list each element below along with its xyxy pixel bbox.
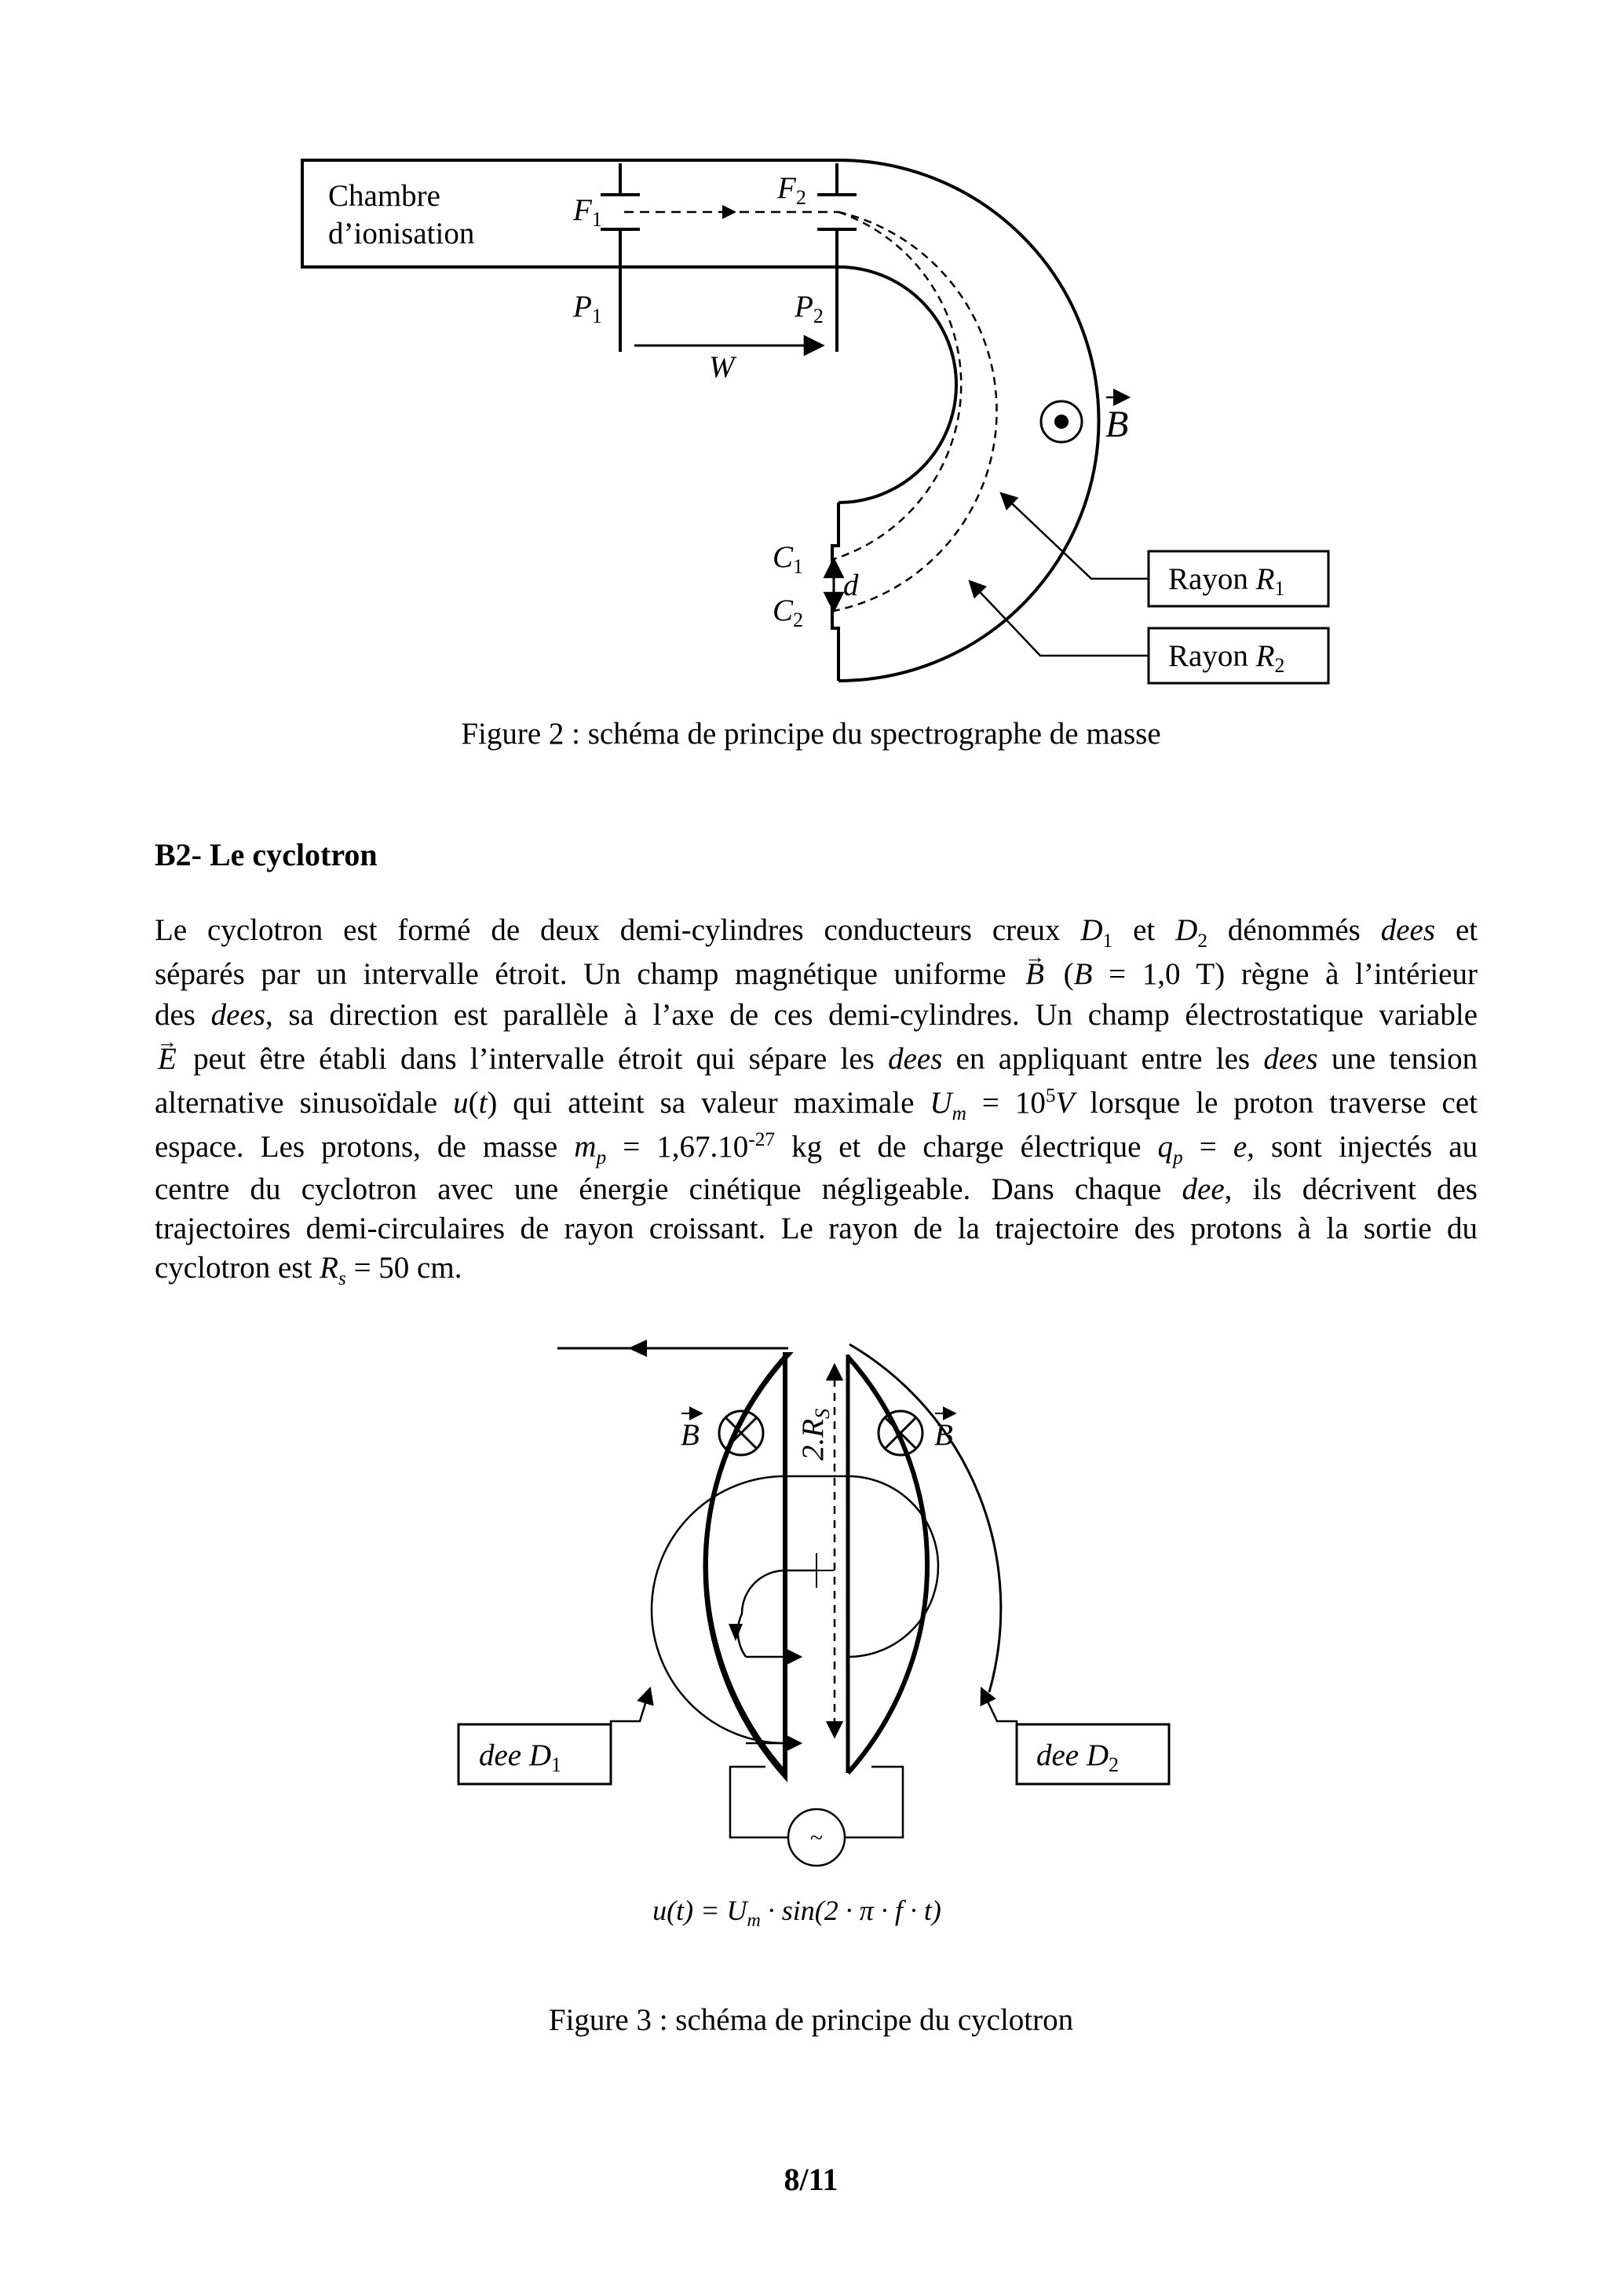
label-b-vector: B <box>1105 404 1129 445</box>
ac-generator-symbol: ~ <box>809 1825 824 1851</box>
label-c1: $C_1$ <box>773 540 804 578</box>
para-line: espace. Les protons, de masse $m_p = 1,67.10^{-27}$ kg et de charge électrique $q_p = e$, sont injectés au <box>155 1128 1478 1168</box>
label-p1: $P_1$ <box>573 290 602 327</box>
label-f1: $F_1$ <box>573 193 602 231</box>
spiral-inner <box>738 1570 785 1657</box>
para-line: cyclotron est $R_s = 50$ cm. <box>155 1251 462 1289</box>
page-number: 8/11 <box>784 2162 838 2197</box>
label-f2: $F_2$ <box>777 171 806 209</box>
spiral-inner-arrow <box>729 1624 743 1641</box>
dee-d1 <box>705 1355 788 1776</box>
section-heading: B2- Le cyclotron <box>155 837 378 872</box>
spiral-outer-left <box>652 1476 785 1743</box>
beam-exit-arrowhead <box>628 1340 647 1357</box>
para-line: des dees, sa direction est parallèle à l’axe de ces demi-cylindres. Un champ électrostatique variable <box>155 998 1478 1032</box>
figure-3-caption: Figure 3 : schéma de principe du cyclotron <box>548 2003 1074 2037</box>
label-two-rs: $2.R_S$ <box>796 1408 834 1461</box>
para-line: trajectoires demi-circulaires de rayon croissant. Le rayon de la trajectoire des protons à la sortie du <box>155 1212 1478 1245</box>
dee-d1-outline <box>706 1357 785 1773</box>
circuit-wire-right <box>844 1767 903 1837</box>
label-c2: $C_2$ <box>773 594 804 631</box>
figure-3-cyclotron <box>0 1319 1622 1947</box>
spiral-outer-right <box>848 1476 938 1657</box>
chamber-inner-arc <box>838 267 956 503</box>
trajectory-r2 <box>834 212 997 611</box>
label-d: d <box>843 569 859 602</box>
label-b-right: B <box>934 1418 953 1452</box>
trajectory-r1 <box>834 212 961 559</box>
chamber-label-line1: Chambre <box>328 179 440 213</box>
rayon-r1-leader <box>1001 493 1149 579</box>
dee-d2-leader <box>981 1688 1017 1724</box>
collector-c2 <box>832 601 838 681</box>
dee-d1-label: dee $D_1$ <box>479 1738 562 1776</box>
b-field-dot <box>1054 415 1069 429</box>
dee-d2-label: dee $D_2$ <box>1036 1738 1120 1776</box>
circuit-wire <box>730 1767 789 1837</box>
rayon-r2-label: Rayon $R_2$ <box>1168 639 1285 677</box>
ionization-chamber <box>302 160 607 267</box>
label-w: W <box>709 350 735 384</box>
figure-2-mass-spectrograph <box>0 0 1622 722</box>
voltage-formula: $u(t) = U_m \cdot \sin(2 \cdot \pi \cdot f \cdot t)$ <box>652 1895 941 1931</box>
chamber-label-line2: d’ionisation <box>328 217 475 250</box>
rayon-r2-leader <box>970 581 1149 656</box>
dee-d1-leader <box>611 1688 650 1724</box>
para-line: centre du cyclotron avec une énergie cinétique négligeable. Dans chaque dee, ils décrivent des <box>155 1172 1478 1206</box>
beam-arrowhead <box>722 205 736 219</box>
para-line: → E peut être établi dans l’intervalle étroit qui sépare les dees en appliquant entre les dees une tension <box>155 1037 1478 1081</box>
label-b-left: B <box>681 1418 700 1452</box>
rayon-r1-label: Rayon $R_1$ <box>1168 562 1285 600</box>
para-line: alternative sinusoïdale u(t) qui atteint sa valeur maximale $U_m = 10^5V$ lorsque le proton traverse cet <box>155 1084 1478 1124</box>
para-line: séparés par un intervalle étroit. Un champ magnétique uniforme → B (B = 1,0 T) règne à l’intérieur <box>155 952 1478 996</box>
para-line: Le cyclotron est formé de deux demi-cylindres conducteurs creux $D_1$ et $D_2$ dénommés dees et <box>155 913 1478 952</box>
label-p2: $P_2$ <box>795 290 824 327</box>
figure-2-caption: Figure 2 : schéma de principe du spectrographe de masse <box>461 717 1161 751</box>
